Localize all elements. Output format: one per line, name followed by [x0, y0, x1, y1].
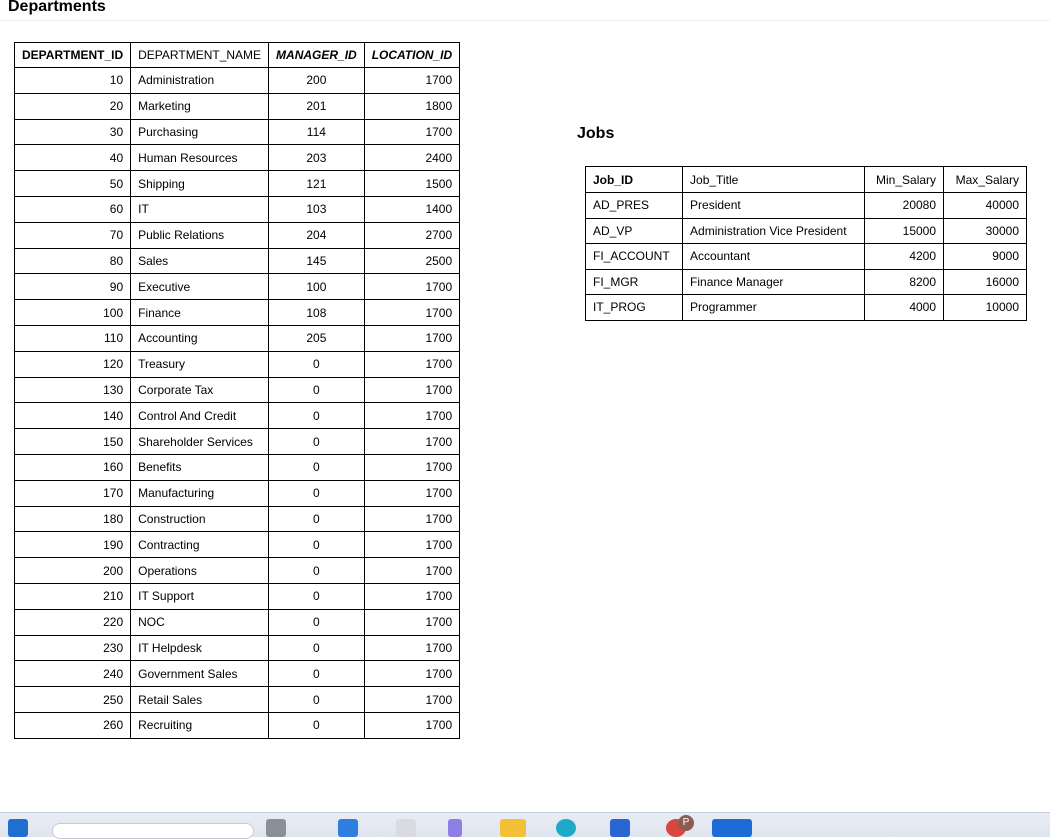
column-header-max-salary: Max_Salary	[944, 167, 1027, 193]
job-id-cell: AD_VP	[586, 218, 683, 244]
department-id-cell: 80	[15, 248, 131, 274]
department-id-cell: 30	[15, 119, 131, 145]
table-row	[15, 171, 460, 197]
table-row	[586, 218, 1027, 244]
department-name-cell: Human Resources	[131, 145, 269, 171]
column-header-job-title: Job_Title	[683, 167, 865, 193]
location-id-cell: 1700	[364, 532, 459, 558]
manager-id-cell: 100	[269, 274, 365, 300]
manager-id-cell: 108	[269, 300, 365, 326]
job-title-cell: Finance Manager	[683, 269, 865, 295]
department-id-cell: 220	[15, 609, 131, 635]
table-row	[15, 145, 460, 171]
department-name-cell: Sales	[131, 248, 269, 274]
table-row	[586, 269, 1027, 295]
wifi-icon[interactable]	[610, 819, 630, 837]
table-row	[15, 712, 460, 738]
table-row	[15, 583, 460, 609]
column-header-manager-id: MANAGER_ID	[269, 43, 365, 68]
department-name-cell: NOC	[131, 609, 269, 635]
location-id-cell: 1700	[364, 712, 459, 738]
location-id-cell: 1700	[364, 558, 459, 584]
table-row	[15, 429, 460, 455]
departments-table	[14, 42, 460, 739]
table-row	[15, 687, 460, 713]
table-row	[15, 300, 460, 326]
edge-icon[interactable]	[556, 819, 576, 837]
table-row	[15, 68, 460, 94]
department-id-cell: 200	[15, 558, 131, 584]
location-id-cell: 1700	[364, 480, 459, 506]
department-id-cell: 180	[15, 506, 131, 532]
teams-icon[interactable]	[396, 819, 416, 837]
manager-id-cell: 0	[269, 609, 365, 635]
table-row	[15, 222, 460, 248]
max-salary-cell: 30000	[944, 218, 1027, 244]
job-title-cell: President	[683, 193, 865, 219]
location-id-cell: 1500	[364, 171, 459, 197]
manager-id-cell: 145	[269, 248, 365, 274]
min-salary-cell: 4200	[864, 244, 943, 270]
department-id-cell: 100	[15, 300, 131, 326]
task-view-icon[interactable]	[338, 819, 358, 837]
location-id-cell: 1700	[364, 119, 459, 145]
department-id-cell: 210	[15, 583, 131, 609]
department-id-cell: 240	[15, 661, 131, 687]
manager-id-cell: 0	[269, 558, 365, 584]
table-row	[15, 248, 460, 274]
table-row	[15, 661, 460, 687]
department-name-cell: Manufacturing	[131, 480, 269, 506]
department-name-cell: IT Support	[131, 583, 269, 609]
department-id-cell: 20	[15, 93, 131, 119]
department-id-cell: 160	[15, 454, 131, 480]
manager-id-cell: 121	[269, 171, 365, 197]
manager-id-cell: 205	[269, 325, 365, 351]
location-id-cell: 1700	[364, 583, 459, 609]
manager-id-cell: 0	[269, 687, 365, 713]
table-row	[15, 196, 460, 222]
manager-id-cell: 0	[269, 583, 365, 609]
department-name-cell: Accounting	[131, 325, 269, 351]
job-title-cell: Programmer	[683, 295, 865, 321]
table-row	[15, 119, 460, 145]
department-id-cell: 120	[15, 351, 131, 377]
department-id-cell: 10	[15, 68, 131, 94]
department-name-cell: Government Sales	[131, 661, 269, 687]
taskbar	[0, 812, 1050, 837]
table-header-row	[15, 43, 460, 68]
jobs-title: Jobs	[577, 125, 615, 142]
location-id-cell: 1700	[364, 454, 459, 480]
location-id-cell: 2700	[364, 222, 459, 248]
location-id-cell: 1700	[364, 687, 459, 713]
table-row	[15, 480, 460, 506]
department-id-cell: 70	[15, 222, 131, 248]
table-row	[586, 193, 1027, 219]
location-id-cell: 1700	[364, 300, 459, 326]
table-row	[15, 351, 460, 377]
department-name-cell: Marketing	[131, 93, 269, 119]
department-id-cell: 140	[15, 403, 131, 429]
location-id-cell: 2400	[364, 145, 459, 171]
department-id-cell: 170	[15, 480, 131, 506]
location-id-cell: 1700	[364, 403, 459, 429]
manager-id-cell: 203	[269, 145, 365, 171]
department-name-cell: Corporate Tax	[131, 377, 269, 403]
department-name-cell: Public Relations	[131, 222, 269, 248]
app-icon[interactable]	[712, 819, 752, 837]
departments-table-body	[15, 68, 460, 739]
location-id-cell: 2500	[364, 248, 459, 274]
department-id-cell: 60	[15, 196, 131, 222]
department-id-cell: 150	[15, 429, 131, 455]
table-row	[15, 325, 460, 351]
profile-icon[interactable]: P	[678, 815, 694, 831]
min-salary-cell: 4000	[864, 295, 943, 321]
table-row	[15, 93, 460, 119]
table-row	[15, 454, 460, 480]
widgets-icon[interactable]	[266, 819, 286, 837]
column-header-department-id: DEPARTMENT_ID	[15, 43, 131, 68]
job-title-cell: Administration Vice President	[683, 218, 865, 244]
department-name-cell: Benefits	[131, 454, 269, 480]
table-row	[15, 558, 460, 584]
department-name-cell: Control And Credit	[131, 403, 269, 429]
page-top-edge	[0, 20, 1050, 21]
manager-id-cell: 0	[269, 712, 365, 738]
location-id-cell: 1700	[364, 609, 459, 635]
min-salary-cell: 15000	[864, 218, 943, 244]
job-id-cell: IT_PROG	[586, 295, 683, 321]
start-icon[interactable]	[8, 819, 28, 837]
jobs-table-body	[586, 193, 1027, 321]
job-id-cell: FI_MGR	[586, 269, 683, 295]
department-id-cell: 40	[15, 145, 131, 171]
department-name-cell: Construction	[131, 506, 269, 532]
department-name-cell: Executive	[131, 274, 269, 300]
column-header-department-name: DEPARTMENT_NAME	[131, 43, 269, 68]
department-id-cell: 90	[15, 274, 131, 300]
manager-id-cell: 114	[269, 119, 365, 145]
department-name-cell: Finance	[131, 300, 269, 326]
manager-id-cell: 0	[269, 351, 365, 377]
manager-id-cell: 0	[269, 532, 365, 558]
column-header-min-salary: Min_Salary	[864, 167, 943, 193]
department-name-cell: Treasury	[131, 351, 269, 377]
manager-id-cell: 0	[269, 506, 365, 532]
table-row	[15, 274, 460, 300]
department-id-cell: 250	[15, 687, 131, 713]
location-id-cell: 1700	[364, 68, 459, 94]
max-salary-cell: 16000	[944, 269, 1027, 295]
department-name-cell: IT	[131, 196, 269, 222]
table-header-row	[586, 167, 1027, 193]
department-name-cell: Contracting	[131, 532, 269, 558]
manager-id-cell: 0	[269, 429, 365, 455]
department-id-cell: 130	[15, 377, 131, 403]
manager-id-cell: 0	[269, 454, 365, 480]
file-explorer-icon[interactable]	[500, 819, 526, 837]
manager-id-cell: 204	[269, 222, 365, 248]
min-salary-cell: 20080	[864, 193, 943, 219]
department-id-cell: 260	[15, 712, 131, 738]
manager-id-cell: 0	[269, 661, 365, 687]
location-id-cell: 1700	[364, 325, 459, 351]
department-name-cell: IT Helpdesk	[131, 635, 269, 661]
department-id-cell: 110	[15, 325, 131, 351]
jobs-table	[585, 166, 1027, 321]
department-name-cell: Shareholder Services	[131, 429, 269, 455]
manager-id-cell: 201	[269, 93, 365, 119]
department-id-cell: 230	[15, 635, 131, 661]
column-header-job-id: Job_ID	[586, 167, 683, 193]
location-id-cell: 1700	[364, 377, 459, 403]
table-row	[586, 244, 1027, 270]
location-id-cell: 1400	[364, 196, 459, 222]
manager-id-cell: 200	[269, 68, 365, 94]
max-salary-cell: 9000	[944, 244, 1027, 270]
max-salary-cell: 10000	[944, 295, 1027, 321]
table-row	[586, 295, 1027, 321]
location-id-cell: 1700	[364, 351, 459, 377]
department-name-cell: Purchasing	[131, 119, 269, 145]
location-id-cell: 1700	[364, 429, 459, 455]
table-row	[15, 403, 460, 429]
manager-id-cell: 0	[269, 635, 365, 661]
location-id-cell: 1800	[364, 93, 459, 119]
manager-id-cell: 103	[269, 196, 365, 222]
table-row	[15, 506, 460, 532]
location-id-cell: 1700	[364, 274, 459, 300]
manager-id-cell: 0	[269, 403, 365, 429]
department-name-cell: Shipping	[131, 171, 269, 197]
job-id-cell: AD_PRES	[586, 193, 683, 219]
department-id-cell: 50	[15, 171, 131, 197]
table-row	[15, 532, 460, 558]
max-salary-cell: 40000	[944, 193, 1027, 219]
store-icon[interactable]	[448, 819, 462, 837]
search-icon[interactable]	[52, 823, 254, 839]
department-id-cell: 190	[15, 532, 131, 558]
manager-id-cell: 0	[269, 480, 365, 506]
column-header-location-id: LOCATION_ID	[364, 43, 459, 68]
department-name-cell: Retail Sales	[131, 687, 269, 713]
job-id-cell: FI_ACCOUNT	[586, 244, 683, 270]
location-id-cell: 1700	[364, 661, 459, 687]
job-title-cell: Accountant	[683, 244, 865, 270]
location-id-cell: 1700	[364, 635, 459, 661]
department-name-cell: Operations	[131, 558, 269, 584]
manager-id-cell: 0	[269, 377, 365, 403]
table-row	[15, 635, 460, 661]
departments-title: Departments	[8, 0, 106, 15]
department-name-cell: Recruiting	[131, 712, 269, 738]
min-salary-cell: 8200	[864, 269, 943, 295]
location-id-cell: 1700	[364, 506, 459, 532]
table-row	[15, 377, 460, 403]
department-name-cell: Administration	[131, 68, 269, 94]
table-row	[15, 609, 460, 635]
